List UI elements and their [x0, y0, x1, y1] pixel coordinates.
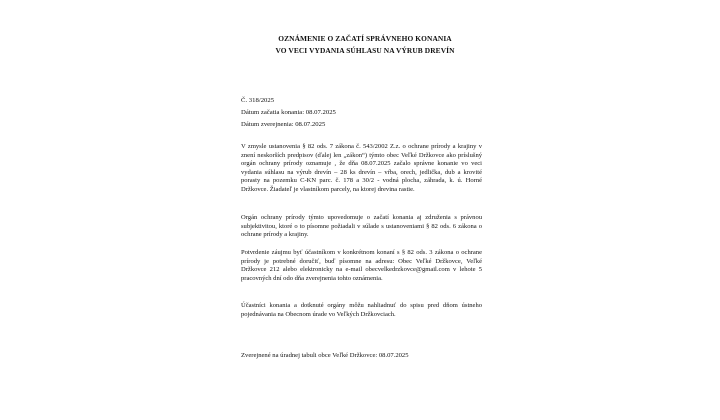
paragraph-legal-basis: V zmysle ustanovenia § 82 ods. 7 zákona č. 543/2002 Z.z. o ochrane prírody a krajiny v znení neskorších predpisov (ďalej len „zákon“) týmto obec Veľké Držkovce ako príslušný orgán ochrany prírody oznamuje , že dňa 08.07.2025 začalo správne konanie vo veci vydania súhlasu na výrub drevín – 28 ks drevín – vŕba, orech, jedlička, dub a krovité porasty na pozemku C-KN parc. č. 178 a 30/2 - vodná plocha, záhrada, k. ú. Horné Držkovce. Žiadateľ je vlastníkom parcely, na ktorej drevina rastie. [241, 143, 482, 193]
document-number: Č. 318/2025 [241, 97, 275, 104]
paragraph-associations-notice: Orgán ochrany prírody týmto upovedomuje o začatí konania aj združenia s právnou subjektivitou, ktoré o to písomne požiadali v súlade s ustanoveniami § 82 ods. 6 zákona o ochrane prírody a krajiny. [241, 214, 482, 239]
publication-date: Dátum zverejnenia: 08.07.2025 [241, 121, 326, 128]
document-title-line-2: VO VECI VYDANIA SÚHLASU NA VÝRUB DREVÍN [275, 46, 455, 55]
publication-footer: Zverejnené na úradnej tabuli obce Veľké Držkovce: 08.07.2025 [241, 352, 409, 359]
paragraph-participation-confirmation: Potvrdenie záujmu byť účastníkom v konkrétnom konaní s § 82 ods. 3 zákona o ochrane prírody je potrebné doručiť, buď písomne na adresu: Obec Veľké Držkovce, Veľké Držkovce 212 alebo elektronicky na e-mail obecvelkedrzkovce@gmail.com v lehote 5 pracovných dní odo dňa zverejnenia tohto oznámenia. [241, 249, 482, 282]
paragraph-file-inspection: Účastníci konania a dotknuté orgány môžu nahliadnuť do spisu pred dňom ústneho pojednávania na Obecnom úrade vo Veľkých Držkovciach. [241, 302, 482, 318]
document-title-line-1: OZNÁMENIE O ZAČATÍ SPRÁVNEHO KONANIA [278, 34, 452, 43]
proceeding-start-date: Dátum začatia konania: 08.07.2025 [241, 109, 336, 116]
